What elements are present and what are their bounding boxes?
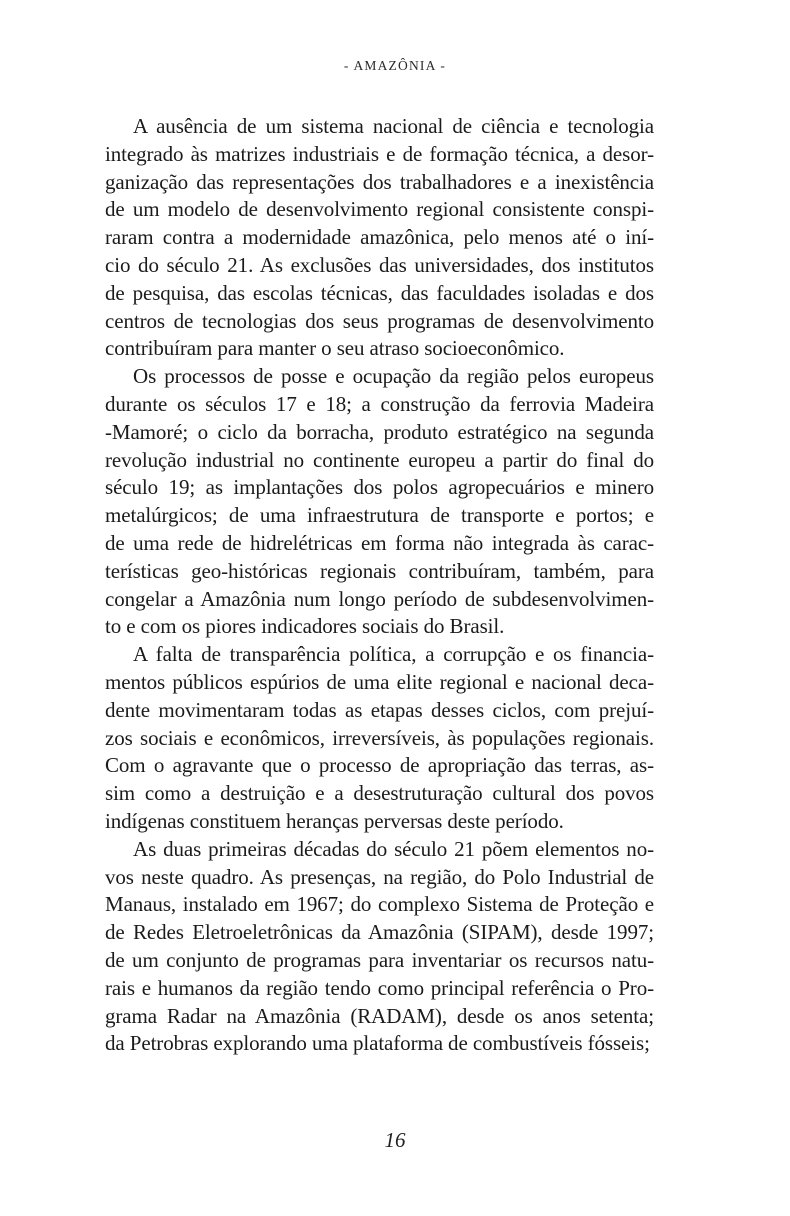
text-line: vos neste quadro. As presenças, na região, do Polo Industrial de (105, 864, 654, 889)
text-line: sim como a destruição e a desestruturação cultural dos povos (105, 781, 654, 806)
text-line: Manaus, instalado em 1967; do complexo Sistema de Proteção e (105, 892, 654, 917)
text-line: século 19; as implantações dos polos agropecuários e minero (105, 475, 654, 500)
text-line: raram contra a modernidade amazônica, pelo menos até o iní- (105, 225, 654, 250)
paragraph (105, 113, 654, 363)
text-line: ganização das representações dos trabalhadores e a inexistência (105, 169, 654, 194)
text-line: de um modelo de desenvolvimento regional consistente conspi- (105, 197, 654, 222)
text-line: mentos públicos espúrios de uma elite regional e nacional deca- (105, 669, 654, 694)
text-line: terísticas geo-históricas regionais contribuíram, também, para (105, 558, 654, 583)
page-number: 16 (384, 1128, 406, 1152)
text-line: revolução industrial no continente europeu a partir do final do (105, 447, 654, 472)
running-head: - AMAZÔNIA - (343, 58, 447, 73)
paragraph (105, 836, 654, 1058)
text-line: de Redes Eletroeletrônicas da Amazônia (SIPAM), desde 1997; (105, 920, 654, 945)
text-line: Os processos de posse e ocupação da região pelos europeus (133, 364, 654, 389)
text-line: dente movimentaram todas as etapas desses ciclos, com prejuí- (105, 697, 654, 722)
text-line: de um conjunto de programas para inventariar os recursos natu- (105, 947, 654, 972)
text-line: durante os séculos 17 e 18; a construção da ferrovia Madeira (105, 391, 654, 416)
text-line: Com o agravante que o processo de apropriação das terras, as- (105, 753, 654, 778)
text-line: contribuíram para manter o seu atraso socioeconômico. (105, 336, 565, 361)
text-line: A falta de transparência política, a corrupção e os financia- (133, 642, 654, 667)
body-text (105, 113, 654, 1058)
paragraph (105, 641, 654, 836)
text-line: cio do século 21. As exclusões das universidades, dos institutos (105, 252, 654, 277)
text-line: da Petrobras explorando uma plataforma de combustíveis fósseis; (105, 1031, 650, 1056)
text-line: centros de tecnologias dos seus programas de desenvolvimento (105, 308, 654, 333)
text-line: metalúrgicos; de uma infraestrutura de transporte e portos; e (105, 503, 654, 528)
text-line: congelar a Amazônia num longo período de subdesenvolvimen- (105, 586, 654, 611)
text-line: indígenas constituem heranças perversas deste período. (105, 808, 564, 833)
text-line: grama Radar na Amazônia (RADAM), desde os anos setenta; (105, 1003, 654, 1028)
text-line: de uma rede de hidrelétricas em forma não integrada às carac- (105, 530, 654, 555)
text-line: rais e humanos da região tendo como principal referência o Pro- (105, 975, 654, 1000)
text-line: de pesquisa, das escolas técnicas, das faculdades isoladas e dos (105, 280, 654, 305)
paragraph (105, 363, 654, 641)
text-line: As duas primeiras décadas do século 21 põem elementos no- (133, 836, 654, 861)
text-line: zos sociais e econômicos, irreversíveis, às populações regionais. (105, 725, 654, 750)
text-line: to e com os piores indicadores sociais do Brasil. (105, 614, 505, 639)
text-line: A ausência de um sistema nacional de ciência e tecnologia (133, 114, 654, 138)
text-line: -Mamoré; o ciclo da borracha, produto estratégico na segunda (105, 419, 654, 444)
text-line: integrado às matrizes industriais e de formação técnica, a desor- (105, 141, 654, 166)
